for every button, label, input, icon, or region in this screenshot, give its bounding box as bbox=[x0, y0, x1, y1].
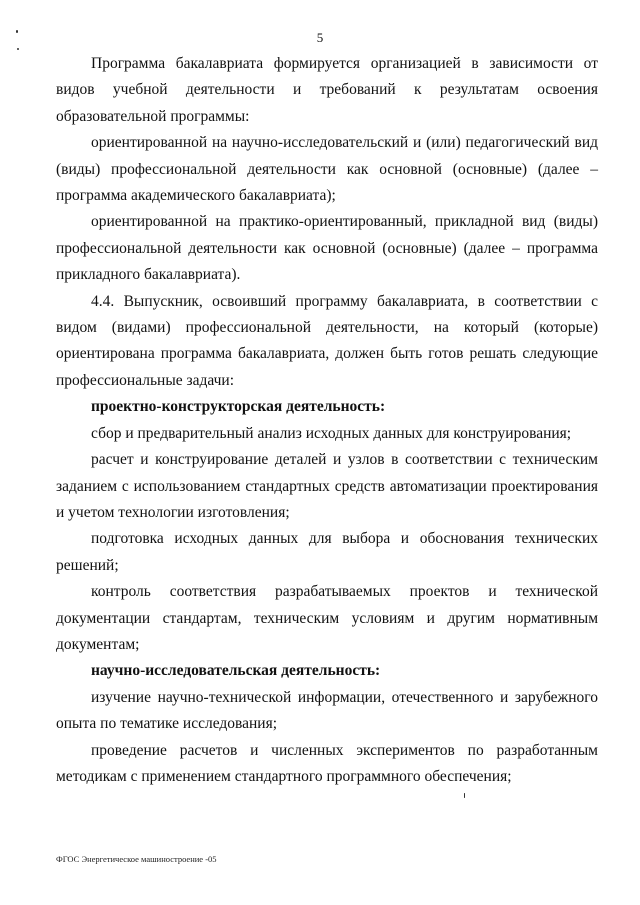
paragraph: контроль соответствия разрабатываемых проектов и технической документации стандартам, техническим условиям и другим нормативным документам; bbox=[56, 583, 598, 653]
section-heading: проектно-конструкторская деятельность: bbox=[91, 398, 386, 416]
document-body bbox=[56, 51, 598, 790]
page-number: 5 bbox=[316, 30, 324, 45]
paragraph: изучение научно-технической информации, отечественного и зарубежного опыта по тематике исследования; bbox=[56, 688, 598, 733]
page-footer: ФГОС Энергетическое машиностроение -05 bbox=[56, 854, 217, 864]
paragraph: расчет и конструирование деталей и узлов в соответствии с техническим заданием с использованием стандартных средств автоматизации проектирования и учетом технологии изготовления; bbox=[56, 451, 598, 521]
scan-speck bbox=[17, 48, 19, 50]
paragraph: ориентированной на научно-исследовательский и (или) педагогический вид (виды) профессиональной деятельности как основной (основные) (далее – программа академического бакалавриата); bbox=[56, 134, 598, 205]
scan-speck bbox=[464, 793, 465, 798]
section-heading: научно-исследовательская деятельность: bbox=[91, 662, 381, 680]
paragraph: ориентированной на практико-ориентированный, прикладной вид (виды) профессиональной деятельности как основной (основные) (далее – программа прикладного бакалавриата). bbox=[56, 213, 598, 284]
paragraph: 4.4. Выпускник, освоивший программу бакалавриата, в соответствии с видом (видами) профессиональной деятельности, на который (которые) ориентирована программа бакалавриата, должен быть готов решать следующие профессиональные задачи: bbox=[56, 292, 598, 389]
paragraph: проведение расчетов и численных экспериментов по разработанным методикам с применением стандартного программного обеспечения; bbox=[56, 741, 598, 785]
paragraph: подготовка исходных данных для выбора и обоснования технических решений; bbox=[56, 530, 598, 574]
paragraph: сбор и предварительный анализ исходных данных для конструирования; bbox=[91, 424, 572, 442]
paragraph: Программа бакалавриата формируется организацией в зависимости от видов учебной деятельности и требований к результатам освоения образовательной программы: bbox=[56, 55, 598, 125]
